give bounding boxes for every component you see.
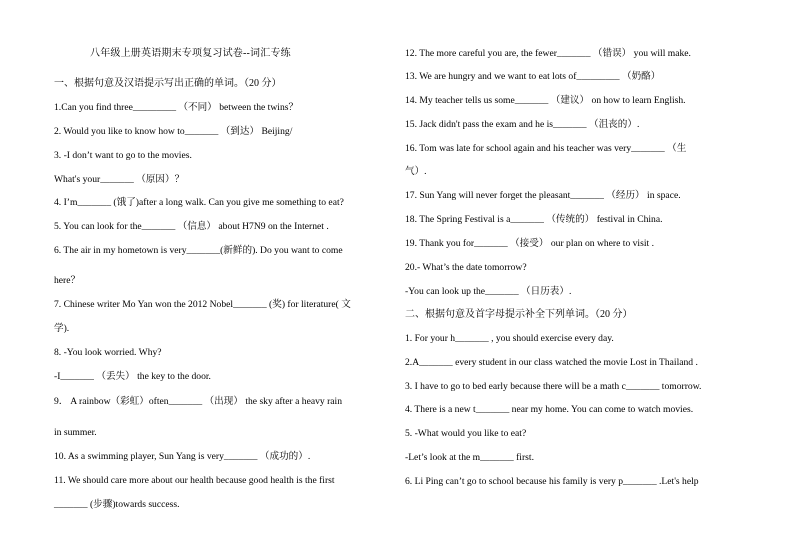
question-line: 6. The air in my hometown is very_______(新鲜的). Do you want to come — [54, 245, 343, 256]
question-line: 气）. — [405, 166, 427, 177]
question-line: 学). — [54, 323, 70, 334]
question-line: 9． A rainbow（彩虹）often_______ （出现） the sky after a heavy rain — [54, 396, 343, 407]
question-line: 6. Li Ping can’t go to school because his family is very p_______ .Let's help — [405, 476, 699, 487]
question-line: _______ (步骤)towards success. — [54, 499, 180, 510]
section-one-heading: 一、根据句意及汉语提示写出正确的单词。（20 分） — [54, 78, 282, 89]
question-line: 11. We should care more about our health because good health is the first — [54, 475, 335, 486]
question-line: -You can look up the_______ （日历表）. — [405, 286, 572, 297]
question-line: 7. Chinese writer Mo Yan won the 2012 Nobel_______ (奖) for literature( 文 — [54, 299, 351, 310]
question-line: in summer. — [54, 427, 97, 438]
question-line: What's your_______ （原因）？ — [54, 174, 185, 185]
question-line: 14. My teacher tells us some_______ （建议） on how to learn English. — [405, 95, 686, 106]
question-line: 15. Jack didn't pass the exam and he is_______ （沮丧的）. — [405, 119, 640, 130]
question-line: 13. We are hungry and we want to eat lots of_________ （奶酪） — [405, 71, 661, 82]
question-line: 1. For your h_______ , you should exercise every day. — [405, 333, 614, 344]
question-line: 5. You can look for the_______ （信息） about H7N9 on the Internet . — [54, 221, 329, 232]
question-line: 3. I have to go to bed early because there will be a math c_______ tomorrow. — [405, 381, 702, 392]
question-line: 4. There is a new t_______ near my home. You can come to watch movies. — [405, 404, 694, 415]
question-line: here？ — [54, 275, 81, 286]
question-line: 1.Can you find three_________ （不同） between the twins？ — [54, 102, 299, 113]
question-line: 3. -I don’t want to go to the movies. — [54, 150, 192, 161]
question-line: 4. I’m_______ (饿了)after a long walk. Can you give me something to eat? — [54, 197, 344, 208]
section-two-heading: 二、根据句意及首字母提示补全下列单词。（20 分） — [405, 309, 633, 320]
question-line: 8. -You look worried. Why? — [54, 347, 162, 358]
question-line: 20.- What’s the date tomorrow? — [405, 262, 527, 273]
question-line: 16. Tom was late for school again and his teacher was very_______ （生 — [405, 143, 687, 154]
question-line: 18. The Spring Festival is a_______ （传统的） festival in China. — [405, 214, 663, 225]
question-line: -Let’s look at the m_______ first. — [405, 452, 534, 463]
worksheet-title: 八年级上册英语期末专项复习试卷--词汇专练 — [90, 48, 291, 59]
question-line: 17. Sun Yang will never forget the pleasant_______ （经历） in space. — [405, 190, 681, 201]
question-line: 10. As a swimming player, Sun Yang is very_______ （成功的）. — [54, 451, 311, 462]
question-line: 12. The more careful you are, the fewer_______ （错误） you will make. — [405, 48, 691, 59]
question-line: 5. -What would you like to eat? — [405, 428, 527, 439]
question-line: 19. Thank you for_______ （接受） our plan on where to visit . — [405, 238, 654, 249]
question-line: -I_______ （丢失） the key to the door. — [54, 371, 211, 382]
question-line: 2. Would you like to know how to_______ （到达） Beijing/ — [54, 126, 293, 137]
question-line: 2.A_______ every student in our class watched the movie Lost in Thailand . — [405, 357, 698, 368]
